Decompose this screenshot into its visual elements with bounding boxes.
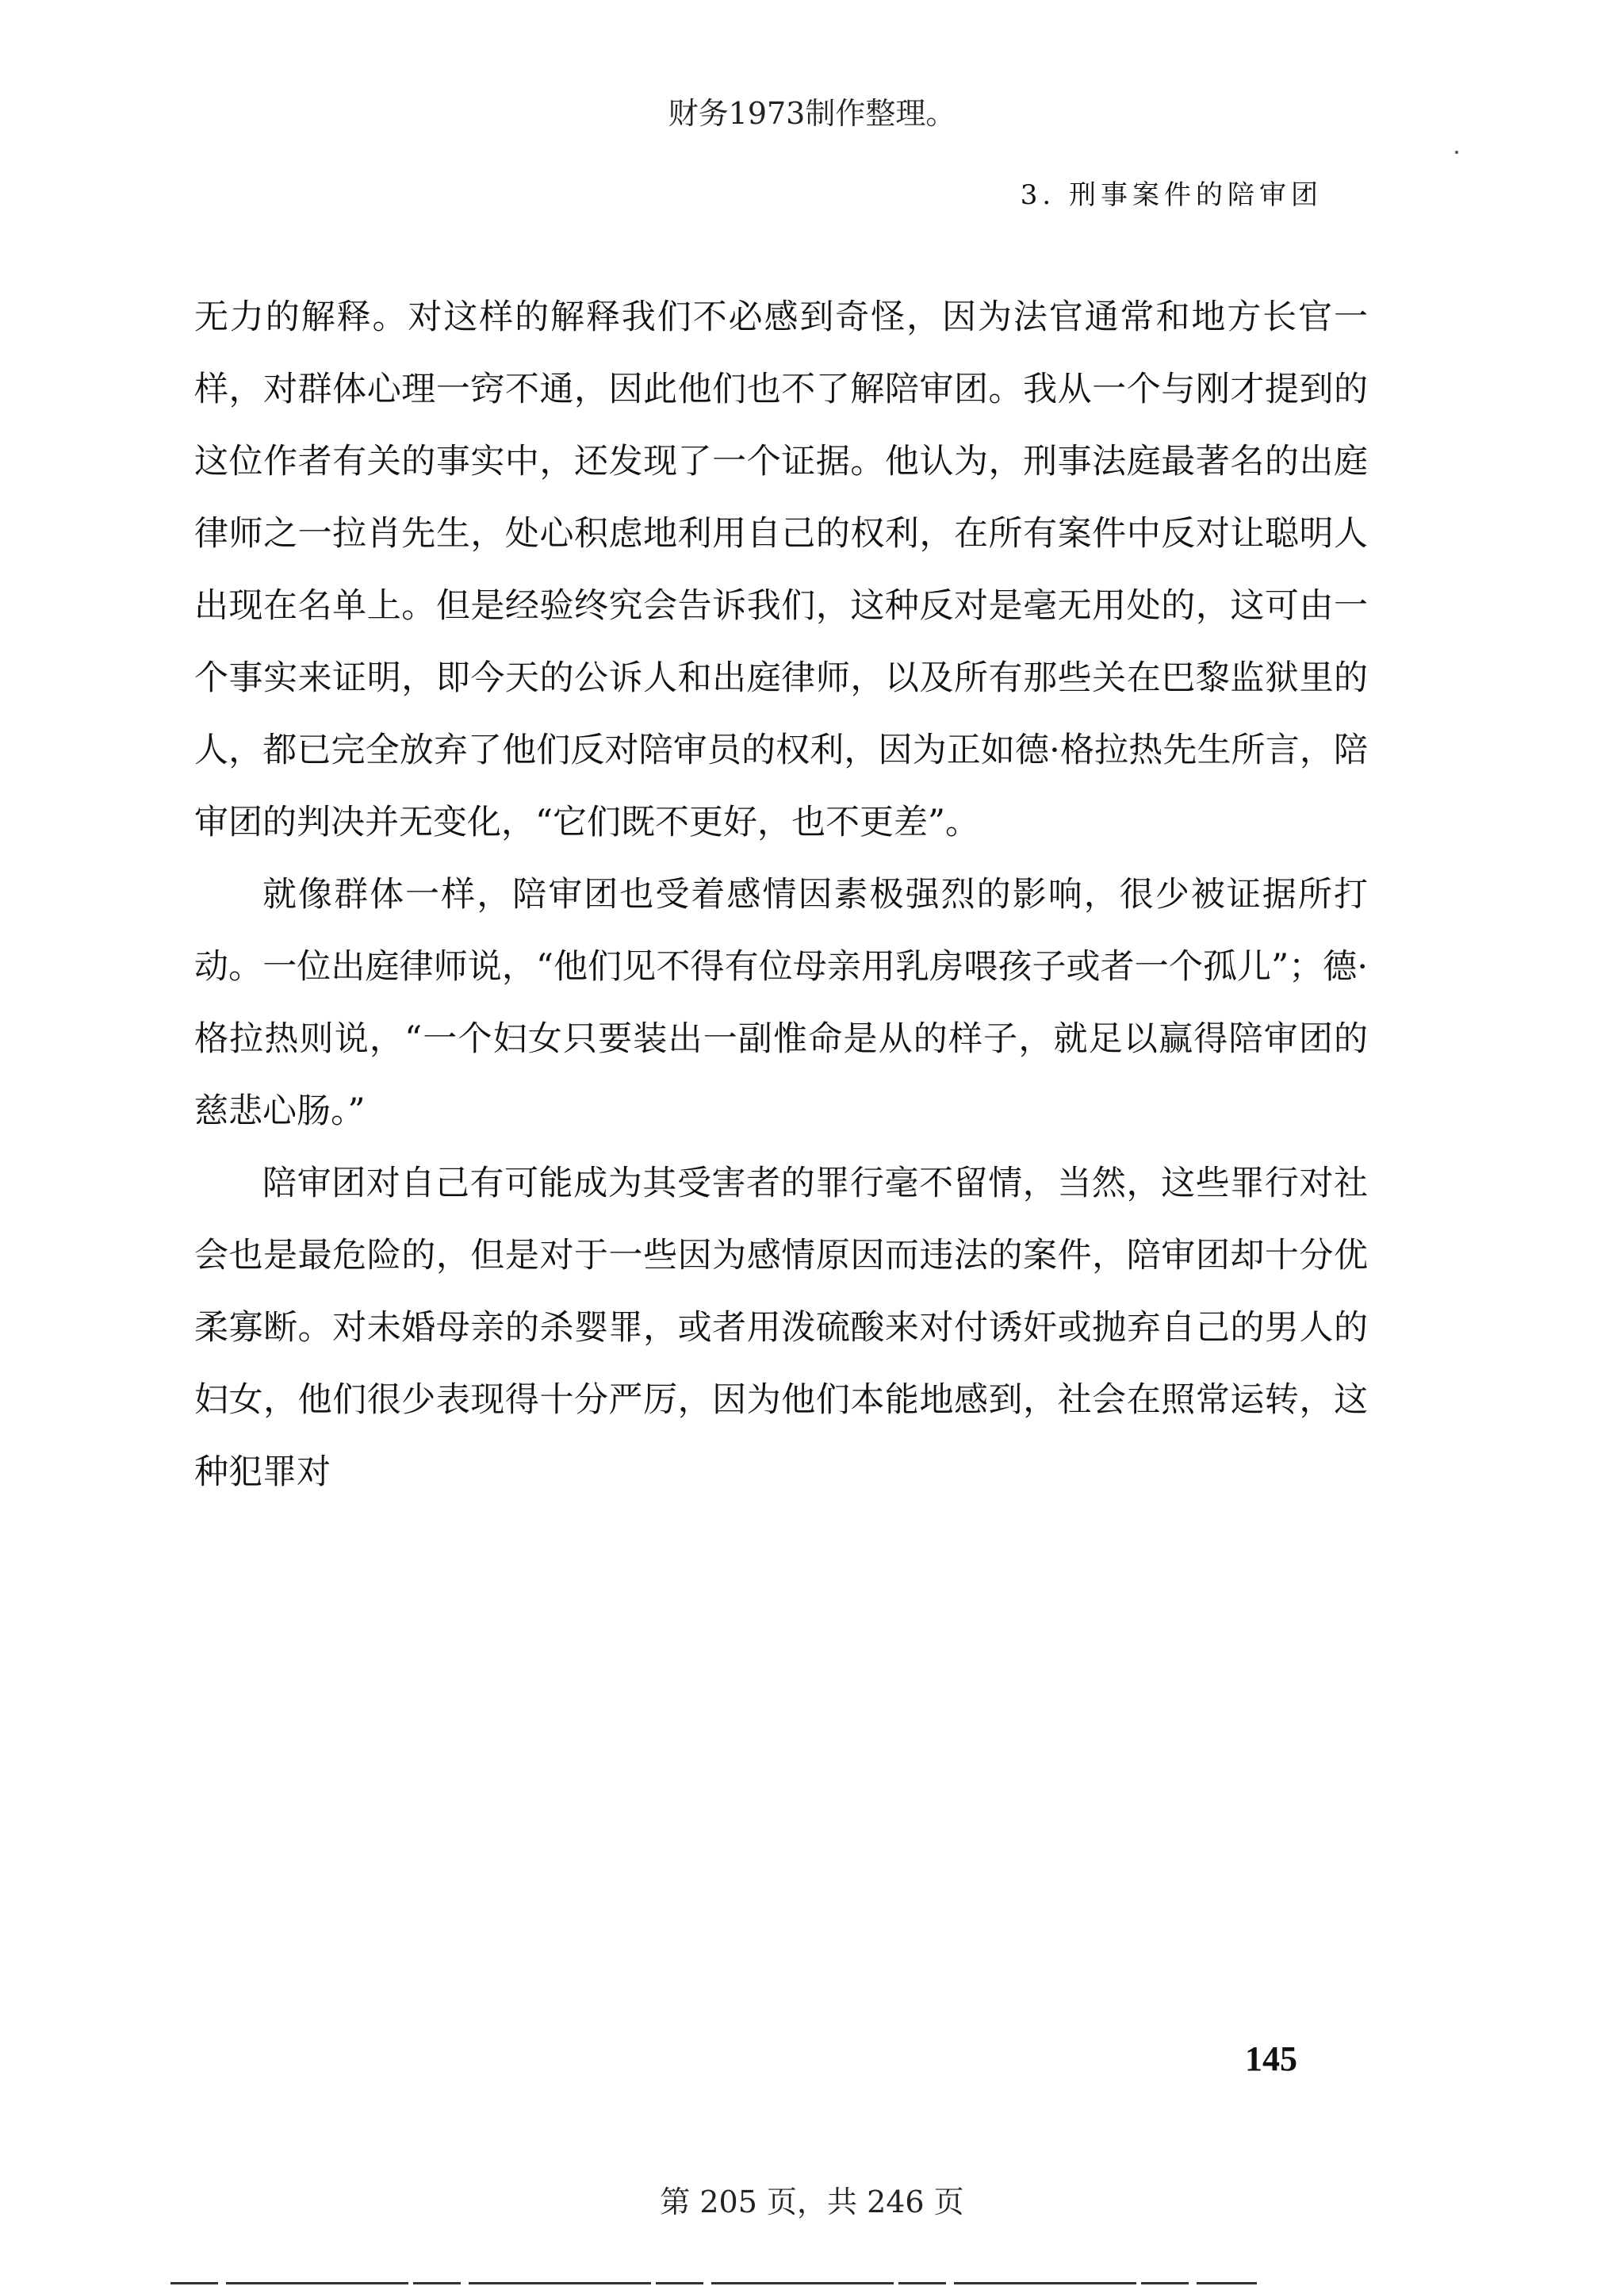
page-number: 145 <box>1245 2039 1297 2078</box>
watermark-text: 财务1973制作整理。 <box>668 96 956 131</box>
paragraph-3: 陪审团对自己有可能成为其受害者的罪行毫不留情，当然，这些罪行对社会也是最危险的，但是对于一些因为感情原因而违法的案件，陪审团却十分优柔寡断。对未婚母亲的杀婴罪，或者用泼硫酸来对付诱奸或抛弃自己的男人的妇女，他们很少表现得十分严厉，因为他们本能地感到，社会在照常运转，这种犯罪对 <box>194 1164 1368 1492</box>
scan-edge-line <box>170 2282 1257 2284</box>
page-footer: 第 205 页，共 246 页 <box>660 2185 964 2219</box>
paragraph-1: 无力的解释。对这样的解释我们不必感到奇怪，因为法官通常和地方长官一样，对群体心理一窍不通，因此他们也不了解陪审团。我从一个与刚才提到的这位作者有关的事实中，还发现了一个证据。他认为，刑事法庭最著名的出庭律师之一拉肖先生，处心积虑地利用自己的权利，在所有案件中反对让聪明人出现在名单上。但是经验终究会告诉我们，这种反对是毫无用处的，这可由一个事实来证明，即今天的公诉人和出庭律师，以及所有那些关在巴黎监狱里的人，都已完全放弃了他们反对陪审员的权利，因为正如德·格拉热先生所言，陪审团的判决并无变化，“它们既不更好，也不更差”。 <box>194 297 1368 842</box>
running-head: 3. 刑事案件的陪审团 <box>1020 179 1323 211</box>
body-text <box>194 282 1368 1509</box>
paragraph-2: 就像群体一样，陪审团也受着感情因素极强烈的影响，很少被证据所打动。一位出庭律师说，“他们见不得有位母亲用乳房喂孩子或者一个孤儿”；德·格拉热则说，“一个妇女只要装出一副惟命是从的样子，就足以赢得陪审团的慈悲心肠。” <box>194 875 1368 1131</box>
scan-speck <box>1455 151 1458 154</box>
